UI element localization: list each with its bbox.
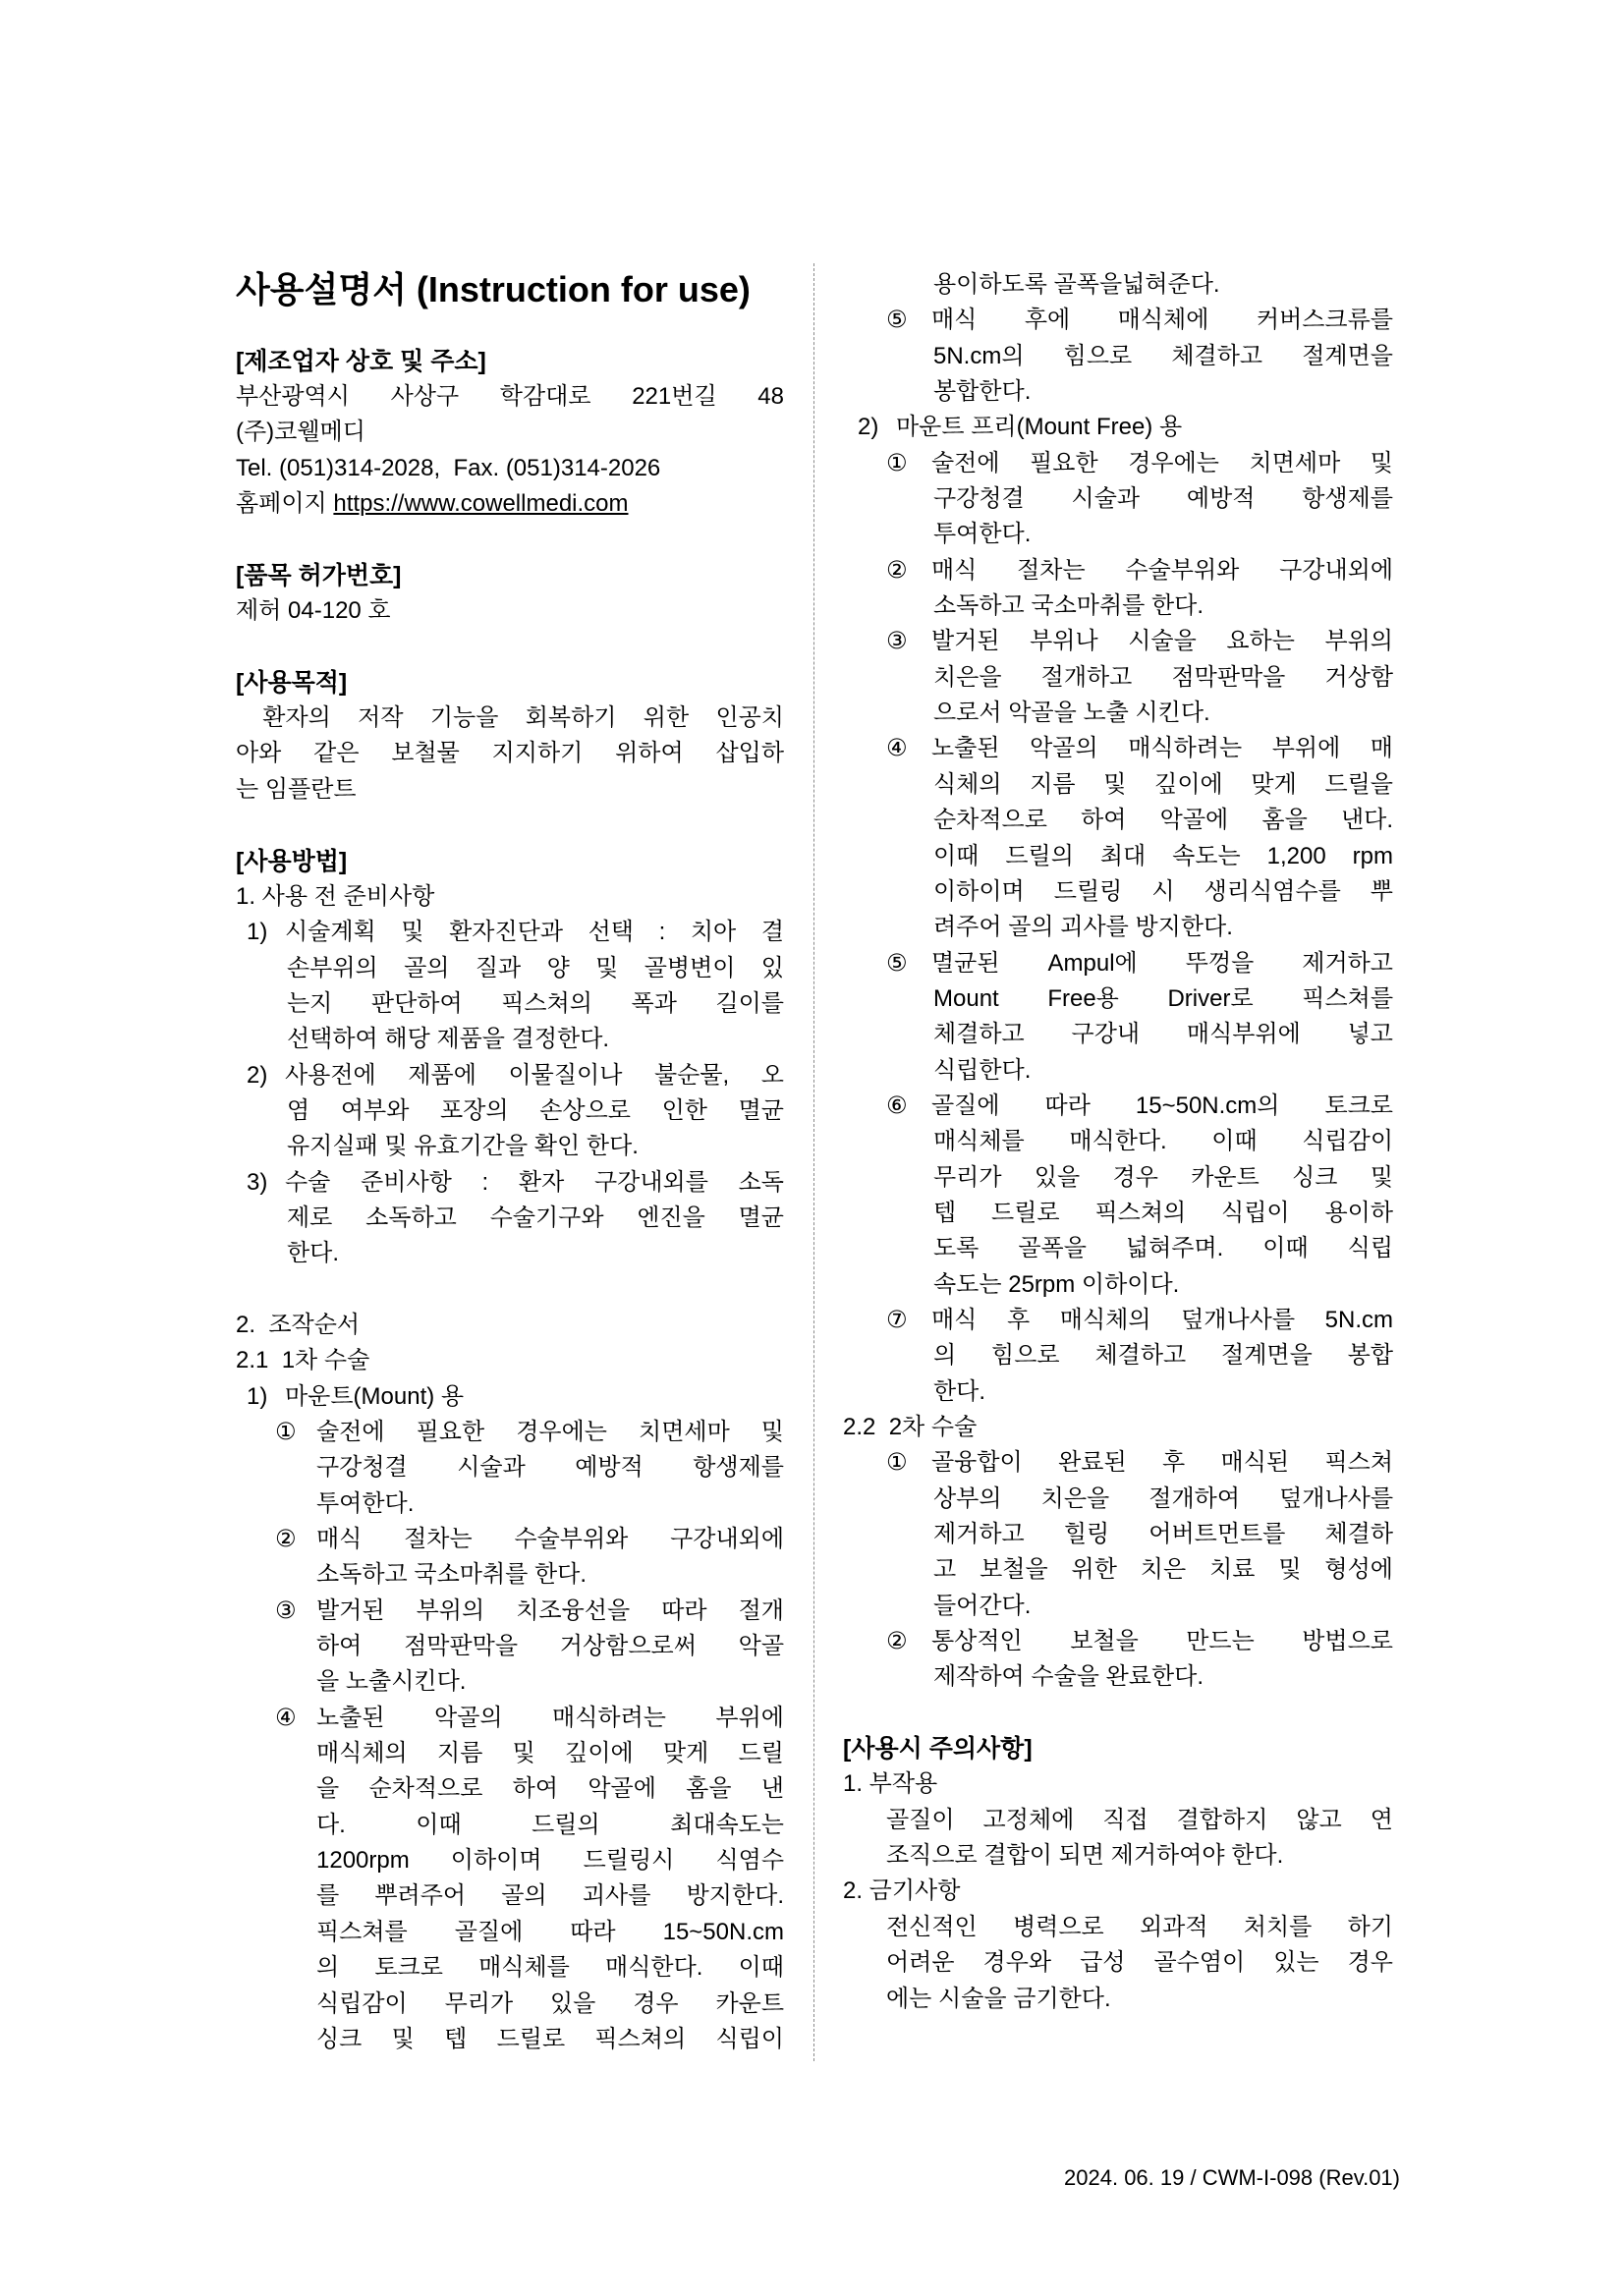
step-line — [843, 1624, 1393, 1659]
step-cont-line — [843, 981, 1393, 1017]
step-cont-line — [843, 767, 1393, 803]
step-cont-line — [843, 1196, 1393, 1231]
line-text: 골질이 고정체에 직접 결합하지 않고 연 — [886, 1806, 1393, 1833]
line-text: 환자의 저작 기능을 회복하기 위한 인공치 — [236, 704, 784, 732]
blank-line — [236, 1272, 784, 1308]
step-cont-line — [843, 874, 1393, 910]
homepage-line — [236, 486, 784, 522]
text-line — [843, 1766, 1393, 1802]
line-text: 통상적인 보철을 만드는 방법으로 — [931, 1628, 1393, 1655]
list-marker: 3) — [247, 1168, 268, 1196]
line-text: 식립감이 무리가 있을 경우 카운트 — [316, 1989, 784, 2017]
line-text: 하여 점막판막을 거상함으로써 악골 — [316, 1633, 784, 1660]
list-marker: ① — [886, 1449, 908, 1477]
text-line — [236, 736, 784, 771]
line-text: 치은을 절개하고 점막판막을 거상함 — [933, 663, 1393, 691]
line-text: 이하이며 드릴링 시 생리식염수를 뿌 — [933, 877, 1393, 905]
step-line — [843, 731, 1393, 766]
line-text: 체결하고 구강내 매식부위에 넣고 — [933, 1021, 1393, 1048]
step-cont-line — [843, 696, 1393, 731]
step-cont-line — [236, 1950, 784, 1986]
line-text: 아와 같은 보철물 지지하기 위하여 삽입하 — [236, 740, 784, 767]
step-line — [843, 1089, 1393, 1124]
step-line — [236, 1522, 784, 1557]
step-line — [843, 553, 1393, 588]
step-cont-line — [236, 1915, 784, 1950]
line-text: 제작하여 수술을 완료한다. — [933, 1663, 1204, 1691]
line-text: Tel. (051)314-2028, Fax. (051)314-2026 — [236, 454, 661, 481]
line-text: 한다. — [287, 1240, 340, 1267]
line-text: (주)코웰메디 — [236, 419, 365, 446]
list-marker: ① — [886, 449, 908, 476]
line-text: 들어간다. — [933, 1592, 1032, 1619]
line-text: [제조업자 상호 및 주소] — [236, 347, 486, 375]
sub-cont-line — [236, 1236, 784, 1271]
line-text: 을 순차적으로 하여 악골에 홈을 낸 — [316, 1775, 784, 1803]
line-text: 을 노출시킨다. — [316, 1668, 467, 1696]
line-text: 술전에 필요한 경우에는 치면세마 및 — [931, 449, 1393, 476]
blank-line — [236, 629, 784, 664]
line-text: 속도는 25rpm 이하이다. — [933, 1270, 1180, 1298]
line-text: 멸균된 Ampul에 뚜껑을 제거하고 — [931, 949, 1393, 977]
line-text: 이때 드릴의 최대 속도는 1,200 rpm — [933, 842, 1393, 869]
line-text: 수술 준비사항 : 환자 구강내외를 소독 — [285, 1168, 784, 1196]
list-marker: ④ — [275, 1704, 297, 1731]
text-line — [843, 1874, 1393, 1909]
text-line — [236, 700, 784, 736]
line-text: 구강청결 시술과 예방적 항생제를 — [933, 485, 1393, 513]
line-text: 용이하도록 골폭을넓혀준다. — [933, 271, 1220, 298]
line-text: 5N.cm의 힘으로 체결하고 절계면을 — [933, 342, 1393, 369]
section-heading — [236, 844, 784, 879]
line-text: 싱크 및 텝 드릴로 픽스쳐의 식립이 — [316, 2025, 784, 2052]
step-cont-line — [236, 1808, 784, 1843]
line-text: 식체의 지름 및 깊이에 맞게 드릴을 — [933, 770, 1393, 798]
left-column — [236, 269, 784, 2057]
step-cont-line — [843, 1589, 1393, 1624]
line-text: 소독하고 국소마취를 한다. — [933, 592, 1204, 620]
line-text: 픽스쳐를 골질에 따라 15~50N.cm — [316, 1918, 784, 1945]
line-text: 를 뿌려주어 골의 괴사를 방지한다. — [316, 1882, 784, 1910]
step-cont-line — [843, 1374, 1393, 1410]
line-text: 한다. — [933, 1377, 986, 1405]
line-text: 소독하고 국소마취를 한다. — [316, 1561, 588, 1589]
line-text: 다. 이때 드릴의 최대속도는 — [316, 1811, 784, 1838]
step-cont-line — [843, 1053, 1393, 1089]
line-text: [품목 허가번호] — [236, 561, 402, 589]
step-cont-line — [236, 1450, 784, 1485]
section-heading — [236, 558, 784, 593]
step-cont-line — [843, 803, 1393, 838]
sub-cont-line — [236, 1201, 784, 1236]
list-marker: ④ — [886, 735, 908, 762]
list-marker: ⑥ — [886, 1092, 908, 1119]
list-marker: ⑤ — [886, 949, 908, 977]
step-line — [843, 303, 1393, 338]
sub-cont-line — [236, 1093, 784, 1129]
document-footer: 2024. 06. 19 / CWM-I-098 (Rev.01) — [1064, 2165, 1400, 2190]
line-text: 텝 드릴로 픽스쳐의 식립이 용이하 — [933, 1199, 1393, 1226]
line-text: 매식 후 매식체의 덮개나사를 5N.cm — [931, 1306, 1393, 1333]
line-text: 매식체의 지름 및 깊이에 맞게 드릴 — [316, 1740, 784, 1767]
line-text: 유지실패 및 유효기간을 확인 한다. — [287, 1133, 639, 1160]
line-text: [사용시 주의사항] — [843, 1735, 1033, 1764]
line-text: 2. 금기사항 — [843, 1877, 961, 1905]
section-heading — [236, 344, 784, 379]
line-text: 부산광역시 사상구 학감대로 221번길 48 — [236, 383, 784, 411]
line-text: 1. 사용 전 준비사항 — [236, 882, 435, 910]
step-cont-line — [236, 1987, 784, 2022]
section-heading — [843, 1731, 1393, 1766]
blank-line — [236, 522, 784, 557]
line-text: 투여한다. — [933, 521, 1032, 548]
line-text: 2.2 2차 수술 — [843, 1414, 978, 1440]
step-cont-line — [843, 1267, 1393, 1303]
step-cont-line — [236, 1557, 784, 1593]
step-cont-line — [236, 1486, 784, 1522]
text-line — [236, 593, 784, 629]
list-marker: ③ — [886, 628, 908, 655]
text-line — [236, 486, 784, 522]
step-cont-line — [236, 1843, 784, 1878]
step-line — [236, 1594, 784, 1629]
step-cont-line — [843, 339, 1393, 374]
list-marker: ② — [886, 1628, 908, 1655]
step-cont-line — [843, 1124, 1393, 1159]
line-text: 발거된 부위나 시술을 요하는 부위의 — [931, 628, 1393, 655]
list-marker: ① — [275, 1419, 297, 1445]
line-text: 매식 절차는 수술부위와 구강내외에 — [931, 556, 1393, 584]
step-cont-line — [843, 374, 1393, 410]
page-title — [236, 269, 784, 309]
line-text: Mount Free용 Driver로 픽스쳐를 — [933, 984, 1393, 1012]
line-text: 순차적으로 하여 악골에 홈을 낸다. — [933, 807, 1393, 834]
list-marker: ② — [886, 556, 908, 584]
line-text: 는 임플란트 — [236, 775, 357, 803]
text-line — [236, 879, 784, 915]
line-text: 매식체를 매식한다. 이때 식립감이 — [933, 1128, 1393, 1155]
line-text: 선택하여 해당 제품을 결정한다. — [287, 1026, 610, 1053]
step-line — [236, 1701, 784, 1736]
note-line — [843, 1838, 1393, 1874]
list-marker: 1) — [247, 919, 268, 946]
line-text: 노출된 악골의 매식하려는 부위에 매 — [931, 735, 1393, 762]
sub-line — [843, 410, 1393, 445]
note-line — [843, 1982, 1393, 2017]
line-text: 전신적인 병력으로 외과적 처치를 하기 — [886, 1913, 1393, 1940]
line-text: 어려운 경우와 급성 골수염이 있는 경우 — [886, 1949, 1393, 1977]
note-line — [843, 1803, 1393, 1838]
step-cont-line — [843, 660, 1393, 696]
line-text: 봉합한다. — [933, 378, 1032, 406]
line-text: 제거하고 힐링 어버트먼트를 체결하 — [933, 1521, 1393, 1548]
line-text: 노출된 악골의 매식하려는 부위에 — [316, 1704, 784, 1731]
list-marker: ③ — [275, 1596, 297, 1624]
note-line — [843, 1910, 1393, 1945]
step-cont-line — [843, 839, 1393, 874]
line-text: [사용목적] — [236, 668, 348, 697]
list-marker: 2) — [247, 1061, 268, 1089]
line-text: 1. 부작용 — [843, 1770, 938, 1798]
line-text: 제로 소독하고 수술기구와 엔진을 멸균 — [287, 1204, 784, 1231]
text-line — [236, 1343, 784, 1378]
homepage-link[interactable]: https://www.cowellmedi.com — [333, 490, 629, 518]
line-text: 려주어 골의 괴사를 방지한다. — [933, 914, 1233, 941]
line-text: 2. 조작순서 — [236, 1311, 361, 1338]
step-cont-line — [843, 1659, 1393, 1695]
column-divider — [813, 263, 814, 2061]
text-line — [236, 1308, 784, 1343]
step-cont-line — [843, 1482, 1393, 1517]
sub-cont-line — [236, 951, 784, 986]
sub-line — [236, 1165, 784, 1201]
sub-line — [236, 915, 784, 950]
step-line — [843, 1445, 1393, 1481]
step-line — [843, 624, 1393, 659]
homepage-label: 홈페이지 — [236, 490, 334, 518]
text-line — [236, 415, 784, 450]
line-text: 고 보철을 위한 치은 치료 및 형성에 — [933, 1556, 1393, 1584]
line-text: 발거된 부위의 치조융선을 따라 절개 — [316, 1596, 784, 1624]
line-text: 골융합이 완료된 후 매식된 픽스쳐 — [931, 1449, 1393, 1477]
blank-line — [236, 308, 784, 343]
list-marker: ⑦ — [886, 1306, 908, 1333]
line-text: 구강청결 시술과 예방적 항생제를 — [316, 1454, 784, 1482]
sub-cont-line — [236, 1129, 784, 1164]
line-text: 1200rpm 이하이며 드릴링시 식염수 — [316, 1847, 784, 1875]
list-marker: ② — [275, 1526, 297, 1553]
step-cont-line — [236, 1629, 784, 1664]
sub-cont-line — [236, 986, 784, 1022]
list-marker: ⑤ — [886, 307, 908, 334]
step-cont-line — [843, 1338, 1393, 1373]
step-cont-line — [843, 481, 1393, 517]
line-text: 시술계획 및 환자진단과 선택 : 치아 결 — [285, 919, 784, 946]
step-cont-line — [843, 1231, 1393, 1266]
step-cont-line — [843, 267, 1393, 303]
line-text: 염 여부와 포장의 손상으로 인한 멸균 — [287, 1096, 784, 1124]
line-text: 는지 판단하여 픽스쳐의 폭과 길이를 — [287, 989, 784, 1017]
line-text: 의 토크로 매식체를 매식한다. 이때 — [316, 1954, 784, 1982]
step-cont-line — [236, 2022, 784, 2057]
section-heading — [236, 665, 784, 700]
step-line — [236, 1415, 784, 1450]
list-marker: 2) — [858, 414, 879, 441]
line-text: 상부의 치은을 절개하여 덮개나사를 — [933, 1484, 1393, 1512]
line-text: 마운트 프리(Mount Free) 용 — [896, 414, 1183, 441]
text-line — [236, 379, 784, 415]
sub-line — [236, 1058, 784, 1093]
line-text: 골질에 따라 15~50N.cm의 토크로 — [931, 1092, 1393, 1119]
line-text: 투여한다. — [316, 1489, 415, 1517]
text-line — [236, 451, 784, 486]
blank-line — [843, 1696, 1393, 1731]
step-cont-line — [236, 1664, 784, 1700]
line-text: 제허 04-120 호 — [236, 597, 391, 625]
line-text: 에는 시술을 금기한다. — [886, 1985, 1111, 2012]
line-text: 도록 골폭을 넓혀주며. 이때 식립 — [933, 1235, 1393, 1262]
step-cont-line — [843, 588, 1393, 624]
step-cont-line — [843, 1160, 1393, 1196]
line-text: 사용설명서 (Instruction for use) — [236, 269, 751, 309]
line-text: 으로서 악골을 노출 시킨다. — [933, 700, 1210, 727]
step-cont-line — [843, 517, 1393, 552]
step-cont-line — [236, 1878, 784, 1914]
step-cont-line — [843, 1517, 1393, 1552]
line-text: 의 힘으로 체결하고 절계면을 봉합 — [933, 1342, 1393, 1370]
step-line — [843, 1303, 1393, 1338]
line-text: 술전에 필요한 경우에는 치면세마 및 — [316, 1419, 784, 1445]
note-line — [843, 1945, 1393, 1981]
step-cont-line — [843, 1017, 1393, 1052]
line-text: 2.1 1차 수술 — [236, 1347, 370, 1374]
step-cont-line — [236, 1736, 784, 1771]
line-text: 매식 후에 매식체에 커버스크류를 — [931, 307, 1393, 334]
text-line — [843, 1410, 1393, 1445]
step-line — [843, 446, 1393, 481]
sub-line — [236, 1379, 784, 1415]
step-cont-line — [236, 1771, 784, 1807]
text-line — [236, 772, 784, 808]
line-text: 무리가 있을 경우 카운트 싱크 및 — [933, 1163, 1393, 1191]
right-column — [843, 267, 1393, 2017]
line-text: 마운트(Mount) 용 — [285, 1382, 465, 1410]
line-text: 식립한다. — [933, 1056, 1032, 1084]
step-cont-line — [843, 910, 1393, 945]
step-cont-line — [843, 1552, 1393, 1588]
sub-cont-line — [236, 1022, 784, 1057]
step-line — [843, 946, 1393, 981]
line-text: 손부위의 골의 질과 양 및 골병변이 있 — [287, 954, 784, 981]
line-text: 조직으로 결합이 되면 제거하여야 한다. — [886, 1842, 1284, 1870]
line-text: 사용전에 제품에 이물질이나 불순물, 오 — [285, 1061, 784, 1089]
list-marker: 1) — [247, 1382, 268, 1410]
blank-line — [236, 808, 784, 843]
line-text: [사용방법] — [236, 847, 348, 875]
line-text: 매식 절차는 수술부위와 구강내외에 — [316, 1526, 784, 1553]
